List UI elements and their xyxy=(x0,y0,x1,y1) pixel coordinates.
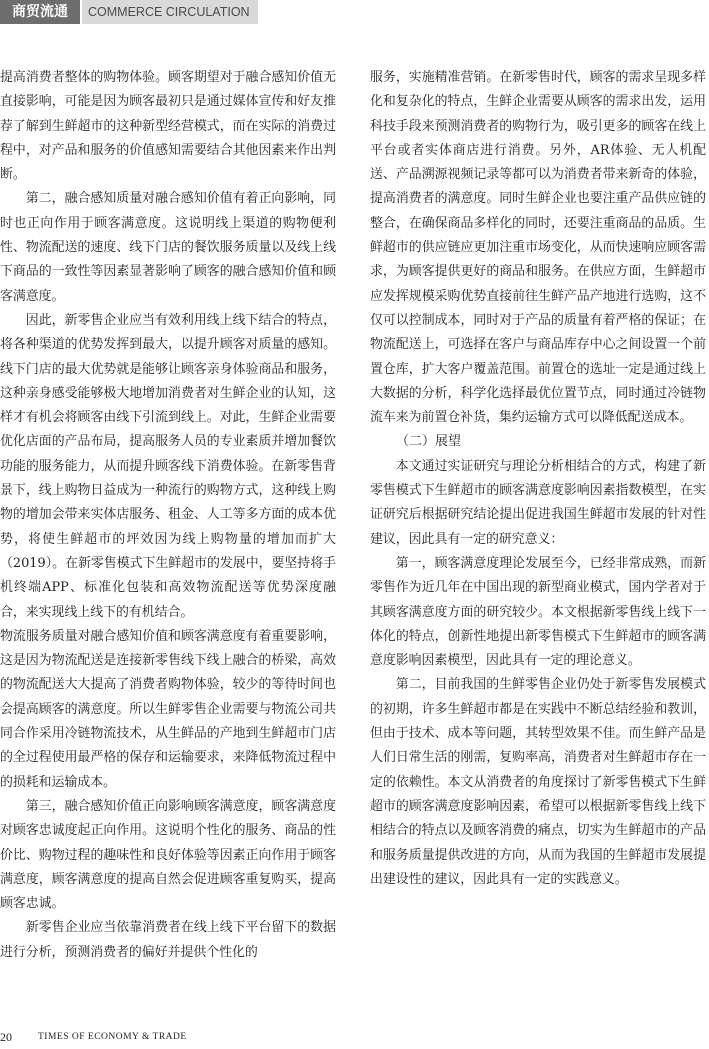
page-footer xyxy=(0,1030,709,1048)
paragraph: 本文通过实证研究与理论分析相结合的方式，构建了新零售模式下生鲜超市的顾客满意度影响因素指数模型，在实证研究后根据研究结论提出促进我国生鲜超市发展的针对性建议，因此具有一定的研究意义： xyxy=(370,458,706,547)
right-column xyxy=(370,66,706,892)
paragraph: 物流服务质量对融合感知价值和顾客满意度有着重要影响，这是因为物流配送是连接新零售线下线上融合的桥梁，高效的物流配送大大提高了消费者购物体验，较少的等待时间也会提高顾客的满意度。所以生鲜零售企业需要与物流公司共同合作采用冷链物流技术，从生鲜品的产地到生鲜超市门店的全过程使用最严格的保存和运输要求，来降低物流过程中的损耗和运输成本。 xyxy=(0,628,336,790)
journal-name: TIMES OF ECONOMY & TRADE xyxy=(38,1032,187,1042)
paragraph: 第三，融合感知价值正向影响顾客满意度，顾客满意度对顾客忠诚度起正向作用。这说明个性化的服务、商品的性价比、购物过程的趣味性和良好体验等因素正向作用于顾客满意度，顾客满意度的提高自然会促进顾客重复购买，提高顾客忠诚。 xyxy=(0,798,336,912)
left-column xyxy=(0,66,336,965)
paragraph: 因此，新零售企业应当有效利用线上线下结合的特点，将各种渠道的优势发挥到最大，以提升顾客对质量的感知。线下门店的最大优势就是能够让顾客亲身体验商品和服务，这种亲身感受能够极大地增加消费者对生鲜企业的认知，这样才有机会将顾客由线下引流到线上。对此，生鲜企业需要优化店面的产品布局，提高服务人员的专业素质并增加餐饮功能的服务能力，从而提升顾客线下消费体验。在新零售背景下，线上购物日益成为一种流行的购物方式，这种线上购物的增加会带来实体店服务、租金、人工等多方面的成本优势，将使生鲜超市的坪效因为线上购物量的增加而扩大（2019）。在新零售模式下生鲜超市的发展中，要坚持将手机终端APP、标准化包装和高效物流配送等优势深度融合，来实现线上线下的有机结合。 xyxy=(0,312,336,620)
paragraph: 第一，顾客满意度理论发展至今，已经非常成熟，而新零售作为近几年在中国出现的新型商业模式，国内学者对于其顾客满意度方面的研究较少。本文根据新零售线上线下一体化的特点，创新性地提出新零售模式下生鲜超市的顾客满意度影响因素模型，因此具有一定的理论意义。 xyxy=(370,555,706,669)
paragraph: 第二，融合感知质量对融合感知价值有着正向影响，同时也正向作用于顾客满意度。这说明线上渠道的购物便利性、物流配送的速度、线下门店的餐饮服务质量以及线上线下商品的一致性等因素显著影响了顾客的融合感知价值和顾客满意度。 xyxy=(0,191,336,304)
paragraph: 新零售企业应当依靠消费者在线上线下平台留下的数据进行分析，预测消费者的偏好并提供个性化的 xyxy=(0,920,336,960)
paragraph: 第二，目前我国的生鲜零售企业仍处于新零售发展模式的初期，许多生鲜超市都是在实践中不断总结经验和教训，但由于技术、成本等问题，其转型效果不佳。而生鲜产品是人们日常生活的刚需，复购率高，消费者对生鲜超市存在一定的依赖性。本文从消费者的角度探讨了新零售模式下生鲜超市的顾客满意度影响因素，希望可以根据新零售线上线下相结合的特点以及顾客消费的痛点，切实为生鲜超市的产品和服务质量提供改进的方向，从而为我国的生鲜超市发展提出建设性的建议，因此具有一定的实践意义。 xyxy=(370,677,706,887)
page-number: 20 xyxy=(0,1030,12,1044)
section-brand-english: COMMERCE CIRCULATION xyxy=(82,0,258,24)
section-heading: （二）展望 xyxy=(396,434,462,450)
paragraph: 提高消费者整体的购物体验。顾客期望对于融合感知价值无直接影响，可能是因为顾客最初只是通过媒体宣传和好友推荐了解到生鲜超市的这种新型经营模式，而在实际的消费过程中，对产品和服务的价值感知需要结合其他因素来作出判断。 xyxy=(0,70,336,183)
paragraph: 服务，实施精准营销。在新零售时代，顾客的需求呈现多样化和复杂化的特点，生鲜企业需要从顾客的需求出发，运用科技手段来预测消费者的购物行为，吸引更多的顾客在线上平台或者实体商店进行消费。另外，AR体验、无人机配送、产品溯源视频记录等都可以为消费者带来新奇的体验，提高消费者的满意度。同时生鲜企业也要注重产品供应链的整合，在确保商品多样化的同时，还要注重商品的品质。生鲜超市的供应链应更加注重市场变化，从而快速响应顾客需求，为顾客提供更好的商品和服务。在供应方面，生鲜超市应发挥规模采购优势直接前往生鲜产品产地进行选购，这不仅可以控制成本，同时对于产品的质量有着严格的保证；在物流配送上，可选择在客户与商品库存中心之间设置一个前置仓库，扩大客户覆盖范围。前置仓的选址一定是通过线上大数据的分析，科学化选择最优位置节点，同时通过冷链物流车来为前置仓补货，集约运输方式可以降低配送成本。 xyxy=(370,70,706,426)
section-brand: 商贸流通 xyxy=(0,0,80,24)
page-header xyxy=(0,0,709,26)
